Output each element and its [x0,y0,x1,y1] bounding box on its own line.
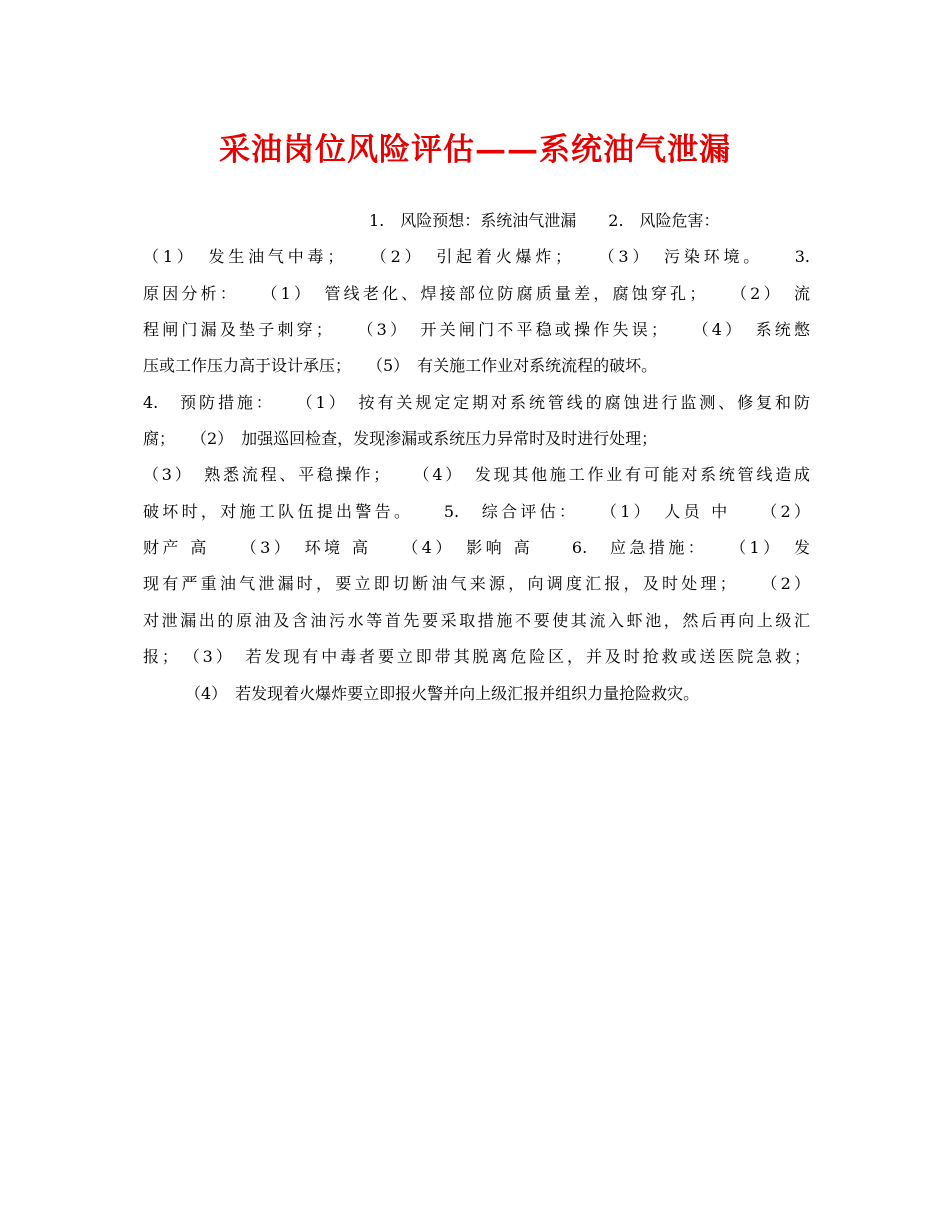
text-line-1: 1. 风险预想：系统油气泄漏 2. 风险危害： [369,211,720,230]
text-line-4: 程闸门漏及垫子刺穿； （3） 开关闸门不平稳或操作失误； （4） 系统憋 [143,320,810,339]
text-line-10: 财产 高 （3） 环境 高 （4） 影响 高 6. 应急措施： （1） 发 [143,538,810,557]
text-line-14: （4） 若发现着火爆炸要立即报火警并向上级汇报并组织力量抢险救灾。 [185,684,700,703]
text-line-12: 对泄漏出的原油及含油污水等首先要采取措施不要使其流入虾池，然后再向上级汇 [143,611,810,630]
text-line-11: 现有严重油气泄漏时，要立即切断油气来源，向调度汇报，及时处理； （2） [143,574,810,593]
text-line-13: 报； （3） 若发现有中毒者要立即带其脱离危险区，并及时抢救或送医院急救； [143,647,810,666]
text-line-7: 腐； （2） 加强巡回检查，发现渗漏或系统压力异常时及时进行处理； [143,429,658,448]
document-title: 采油岗位风险评估——系统油气泄漏 [219,132,731,168]
text-line-3: 原因分析： （1） 管线老化、焊接部位防腐质量差，腐蚀穿孔； （2） 流 [143,284,810,303]
text-line-6: 4. 预防措施： （1） 按有关规定定期对系统管线的腐蚀进行监测、修复和防 [143,393,810,412]
text-line-2: （1） 发生油气中毒； （2） 引起着火爆炸； （3） 污染环境。 3. [143,247,810,266]
text-line-8: （3） 熟悉流程、平稳操作； （4） 发现其他施工作业有可能对系统管线造成 [143,465,810,484]
text-line-5: 压或工作压力高于设计承压； （5） 有关施工作业对系统流程的破坏。 [143,356,658,375]
text-line-9: 破坏时，对施工队伍提出警告。 5. 综合评估： （1） 人员 中 （2） [143,502,810,521]
